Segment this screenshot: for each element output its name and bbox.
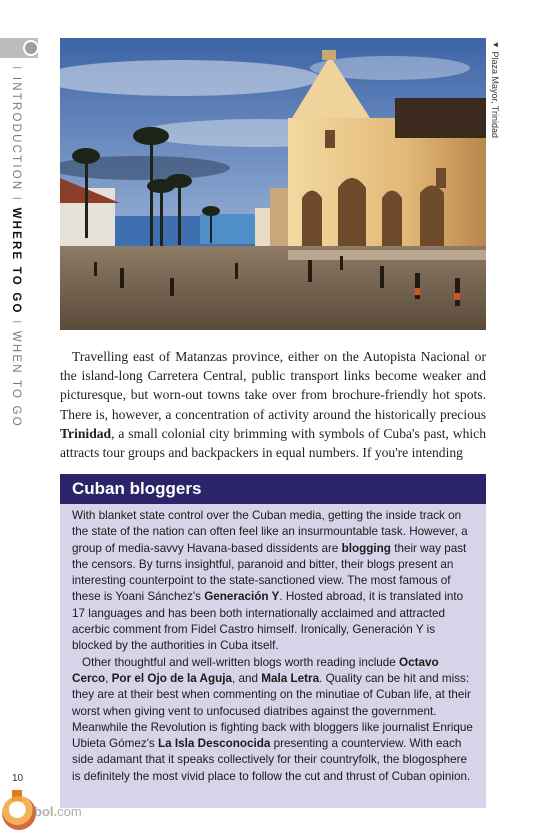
page-number: 10 <box>12 773 24 784</box>
boxout-cuban-bloggers <box>60 474 486 808</box>
boxout-paragraph: With blanket state control over the Cuban media, getting the inside track on the state of the nation can often feel like an insurmountable task. However, a group of media-savvy Havana-based dissidents are blogging their way past the censors. By turns insightful, paranoid and bitter, their blogs present an interesting counterpoint to the state-sanctioned view. The most famous of these is Yoani Sánchez's Generación Y. Hosted abroad, it is translated into 17 languages and has been both internationally acclaimed and attracted acerbic comment from Fidel Castro himself. Ironically, Generación Y is blocked by the authorities in Cuba itself. <box>72 509 468 653</box>
nav-item-introduction[interactable]: INTRODUCTION <box>10 76 22 192</box>
photo-caption <box>490 40 500 138</box>
body-paragraph: Travelling east of Matanzas province, either on the Autopista Nacional or the island-long Carretera Central, public transport links become weaker and picturesque, but worn-out towns take over from brochure-friendly hot spots. There is, however, a concentration of activity around the historically precious Trinidad, a small colonial city brimming with symbols of Cuba's past, which attracts tour groups and backpackers in equal numbers. If you're intending <box>60 349 486 461</box>
caption-pointer-icon: ◄ <box>491 40 500 49</box>
boxout-title: Cuban bloggers <box>60 474 486 504</box>
nav-separator: I <box>10 196 22 203</box>
highlight-trinidad: Trinidad <box>60 425 112 441</box>
nav-item-when-to-go[interactable]: WHEN TO GO <box>10 330 22 428</box>
caption-text: Plaza Mayor, Trinidad <box>490 51 500 139</box>
boxout-paragraph: Other thoughtful and well-written blogs worth reading include Octavo Cerco, Por el Ojo de la Aguja, and Mala Letra. Quality can be hit and miss: they are at their best when commenting on the minutiae of Cuban life, at their worst when giving vent to unfocused diatribes against the government. Meanwhile the Revolution is fighting back with bloggers like journalist Enrique Ubieta Gómez's La Isla Desconocida presenting a counterview. With each side adamant that it speaks collectively for their countryfolk, the blogosphere is definitely the most vivid place to follow the cut and thrust of Cuban opinion. <box>72 655 473 783</box>
nav-item-where-to-go[interactable]: WHERE TO GO <box>10 207 22 315</box>
watermark-text: bol.com <box>34 804 82 819</box>
section-navigation <box>10 66 22 428</box>
nav-separator: I <box>10 66 22 72</box>
watermark-logo-icon <box>2 796 36 830</box>
plaza-mayor-photo <box>60 38 486 330</box>
nav-separator: I <box>10 320 22 326</box>
boxout-body <box>60 504 486 785</box>
section-dot-icon <box>23 40 39 56</box>
